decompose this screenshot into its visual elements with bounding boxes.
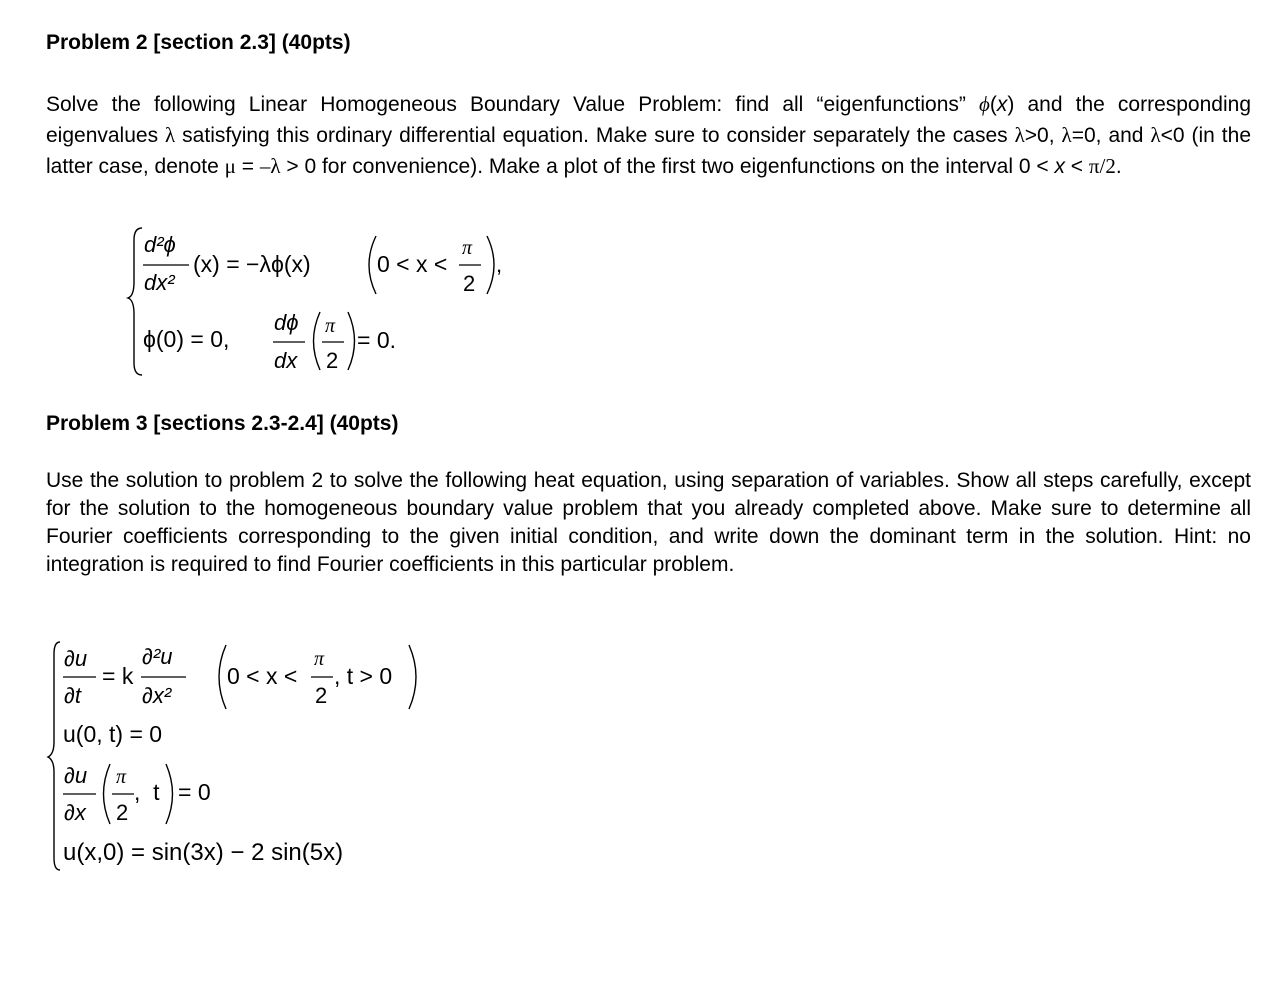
equals-k: = k xyxy=(102,663,134,689)
ode-numerator: d²ϕ xyxy=(144,232,176,257)
problem-3-heading: Problem 3 [sections 2.3-2.4] (40pts) xyxy=(46,412,399,435)
ode-right-side: (x) = −λϕ(x) xyxy=(193,251,311,277)
dux-numerator: ∂u xyxy=(64,763,88,788)
ode-denominator: dx² xyxy=(144,270,175,295)
boundary-condition-left: ϕ(0) = 0, xyxy=(143,326,230,352)
boundary-condition-1: u(0, t) = 0 xyxy=(63,721,163,747)
initial-condition: u(x,0) = sin(3x) − 2 sin(5x) xyxy=(63,839,344,866)
dt-denominator: ∂t xyxy=(64,683,81,708)
dx2-denominator: ∂x² xyxy=(142,683,172,708)
problem-3-equation-system xyxy=(46,630,466,880)
heat-domain-t: , t > 0 xyxy=(334,663,393,689)
du-numerator: ∂u xyxy=(64,646,88,671)
problem-3-statement: Use the solution to problem 2 to solve the following heat equation, using separation of variables. Show all steps carefully, except for the solution to the homogeneous boundary value problem that you already completed above. Make sure to determine all Fourier coefficients corresponding to the given initial condition, and write down the dominant term in the solution. Hint: no integration is required to find Fourier coefficients in this particular problem. xyxy=(46,469,1251,576)
dux-denominator: ∂x xyxy=(64,800,86,825)
pi-symbol: π xyxy=(462,237,473,259)
boundary-condition-2-value: = 0 xyxy=(178,779,211,805)
derivative-denominator: dx xyxy=(274,348,298,373)
derivative-numerator: dϕ xyxy=(274,310,299,335)
d2u-numerator: ∂²u xyxy=(142,644,173,669)
comma: , xyxy=(496,252,503,277)
pi-symbol: π xyxy=(116,766,127,788)
denominator-two: 2 xyxy=(463,271,476,296)
comma-t: , t xyxy=(134,779,160,805)
denominator-two: 2 xyxy=(326,348,339,373)
denominator-two: 2 xyxy=(116,800,129,825)
heat-domain-x: 0 < x < xyxy=(227,663,298,689)
problem-2-heading: Problem 2 [section 2.3] (40pts) xyxy=(46,31,351,54)
pi-symbol: π xyxy=(325,315,336,337)
pi-symbol: π xyxy=(314,648,325,670)
ode-domain: 0 < x < xyxy=(377,251,448,277)
problem-2-statement: Solve the following Linear Homogeneous Boundary Value Problem: find all “eigenfunctions” ϕ(x) and the corresponding eigenvalues λ satisfying this ordinary differential equation. Make sure to consider separately the cases λ>0, λ=0, and λ<0 (in the latter case, denote μ = –λ > 0 for convenience). Make a plot of the first two eigenfunctions on the interval 0 < x < π/2. xyxy=(46,92,1251,178)
problem-2-equation-system xyxy=(46,220,546,385)
denominator-two: 2 xyxy=(315,683,328,708)
boundary-condition-right: = 0. xyxy=(357,327,397,353)
